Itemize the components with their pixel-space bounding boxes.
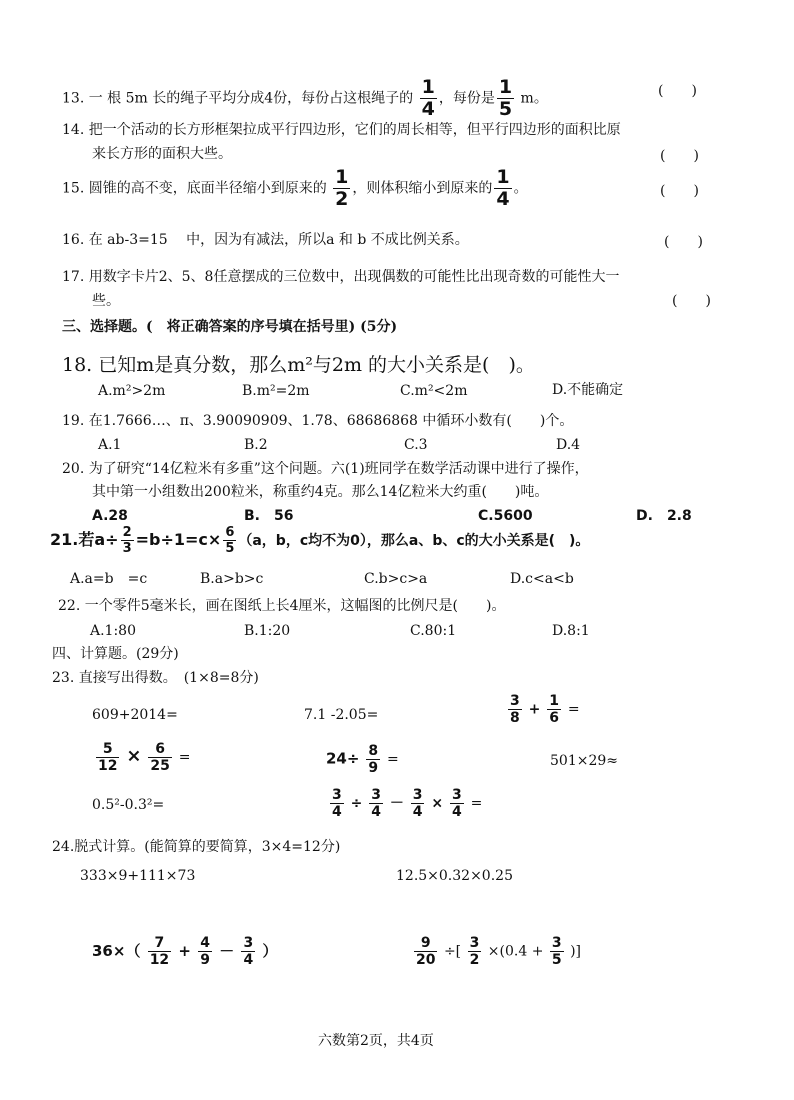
- fraction: $\frac{3}{4}$: [371, 787, 381, 820]
- question-24-title: 24.脱式计算。(能简算的要简算，3×4=12分): [52, 839, 341, 855]
- fraction: $\frac{7}{12}$: [149, 935, 170, 968]
- option-d[interactable]: D.c<a<b: [510, 571, 574, 587]
- fraction: $\frac{1}{4}$: [421, 76, 435, 120]
- fraction: $\frac{9}{20}$: [416, 935, 436, 968]
- question-text: 在 ab-3=15 中，因为有减法，所以a 和 b 不成比例关系。: [88, 232, 469, 248]
- question-text: 来长方形的面积大些。: [92, 146, 232, 162]
- expression: 333×9+111×73: [80, 868, 196, 884]
- option-d[interactable]: D.不能确定: [552, 382, 624, 398]
- expression: 0.5²-0.3²=: [92, 797, 165, 813]
- fraction: $\frac{1}{4}$: [496, 166, 510, 210]
- fraction: $\frac{3}{4}$: [332, 787, 342, 820]
- option-c[interactable]: C.b>c>a: [364, 571, 428, 587]
- fraction: $\frac{6}{25}$: [150, 741, 170, 774]
- question-15: [62, 168, 528, 209]
- answer-blank[interactable]: ( ): [658, 83, 697, 99]
- question-text: 21.若a÷: [50, 530, 119, 549]
- question-18: 18. 已知m是真分数，那么m²与2m 的大小关系是( )。: [62, 354, 535, 376]
- question-23-title: 23. 直接写出得数。 (1×8=8分): [52, 670, 259, 686]
- fraction: $\frac{1}{6}$: [549, 693, 559, 726]
- option-a[interactable]: A.28: [92, 508, 128, 524]
- question-16: [62, 231, 469, 249]
- question-text: 些。: [92, 293, 120, 309]
- question-text: 一 根 5m 长的绳子平均分成4份，每份占这根绳子的: [88, 90, 414, 107]
- question-text: 用数字卡片2、5、8任意摆成的三位数中，出现偶数的可能性比出现奇数的可能性大一: [88, 269, 620, 285]
- question-number: 17.: [62, 269, 85, 285]
- option-d[interactable]: D. 2.8: [636, 508, 692, 524]
- fraction: $\frac{3}{5}$: [551, 935, 562, 968]
- expression: 36×（ $\frac{7}{12}$ + $\frac{4}{9}$ － $\frac{3}{4}$ ）: [92, 935, 278, 968]
- fraction: $\frac{8}{9}$: [368, 743, 379, 776]
- question-text: ，则体积缩小到原来的: [352, 180, 493, 197]
- question-text: 其中第一小组数出200粒米，称重约4克。那么14亿粒米大约重( )吨。: [92, 484, 549, 500]
- expression: 7.1 -2.05=: [304, 707, 379, 723]
- option-c[interactable]: C.5600: [478, 508, 533, 524]
- question-text: ，每份是: [438, 90, 495, 107]
- question-number: 14.: [62, 122, 85, 138]
- question-20: [62, 460, 589, 478]
- section-heading: 四、计算题。(29分): [52, 646, 179, 662]
- answer-blank[interactable]: ( ): [664, 234, 703, 250]
- expression: 501×29≈: [550, 753, 618, 769]
- answer-blank[interactable]: ( ): [660, 148, 699, 164]
- option-a[interactable]: A.1: [98, 437, 122, 453]
- fraction: $\frac{4}{9}$: [200, 935, 210, 968]
- option-d[interactable]: D.4: [556, 437, 581, 453]
- expression: 24÷ $\frac{8}{9}$ =: [326, 743, 399, 776]
- option-a[interactable]: A.a=b =c: [70, 571, 148, 587]
- option-d[interactable]: D.8:1: [552, 623, 590, 639]
- question-text: 。: [513, 180, 528, 197]
- question-number: 19.: [62, 413, 85, 429]
- question-17: [62, 268, 619, 286]
- question-22: [58, 597, 505, 615]
- option-b[interactable]: B.a>b>c: [200, 571, 264, 587]
- option-c[interactable]: C.m²<2m: [400, 383, 468, 399]
- question-text: （a，b，c均不为0），那么a、b、c的大小关系是( )。: [238, 533, 590, 549]
- expression: $\frac{9}{20}$ ÷[ $\frac{3}{2}$ ×(0.4 + $\frac{3}{5}$ )]: [416, 935, 582, 968]
- question-number: 16.: [62, 232, 85, 248]
- expression: $\frac{5}{12}$ × $\frac{6}{25}$ =: [98, 741, 191, 774]
- expression: $\frac{3}{8}$ + $\frac{1}{6}$ =: [510, 693, 580, 726]
- option-b[interactable]: B.1:20: [244, 623, 291, 639]
- question-text: m。: [520, 90, 548, 107]
- question-13: [62, 78, 548, 119]
- fraction: $\frac{3}{4}$: [412, 787, 423, 820]
- question-14: [62, 121, 621, 139]
- fraction: $\frac{1}{2}$: [335, 166, 349, 210]
- fraction: $\frac{5}{12}$: [98, 741, 118, 774]
- expression: $\frac{3}{4}$ ÷ $\frac{3}{4}$ － $\frac{3}{4}$ × $\frac{3}{4}$ =: [332, 787, 483, 820]
- question-19: [62, 412, 573, 430]
- question-number: 13.: [62, 90, 85, 107]
- question-text: =b÷1=c×: [135, 530, 222, 549]
- expression: 12.5×0.32×0.25: [396, 868, 513, 884]
- page-footer: 六数第2页，共4页: [318, 1033, 434, 1049]
- fraction: $\frac{3}{2}$: [469, 935, 480, 968]
- section-heading: 三、选择题。( 将正确答案的序号填在括号里) (5分): [62, 319, 398, 335]
- option-a[interactable]: A.1:80: [90, 623, 136, 639]
- question-number: 20.: [62, 461, 85, 477]
- fraction: $\frac{3}{4}$: [451, 787, 462, 820]
- question-number: 15.: [62, 180, 85, 197]
- question-text: 为了研究“14亿粒米有多重”这个问题。六(1)班同学在数学活动课中进行了操作，: [88, 461, 589, 477]
- fraction: $\frac{3}{8}$: [510, 693, 520, 726]
- question-21: [50, 526, 589, 555]
- answer-blank[interactable]: ( ): [672, 293, 711, 309]
- option-b[interactable]: B.m²=2m: [242, 383, 310, 399]
- option-b[interactable]: B.2: [244, 437, 268, 453]
- question-text: 圆锥的高不变，底面半径缩小到原来的: [88, 180, 327, 197]
- option-c[interactable]: C.80:1: [410, 623, 457, 639]
- question-text: 一个零件5毫米长，画在图纸上长4厘米，这幅图的比例尺是( )。: [84, 598, 506, 614]
- question-text: 在1.7666…、π、3.90090909、1.78、68686868 中循环小数有( )个。: [88, 413, 574, 429]
- fraction: $\frac{1}{5}$: [498, 76, 513, 120]
- option-a[interactable]: A.m²>2m: [98, 383, 166, 399]
- expression: 609+2014=: [92, 707, 178, 723]
- answer-blank[interactable]: ( ): [660, 183, 699, 199]
- fraction: $\frac{3}{4}$: [243, 935, 254, 968]
- option-c[interactable]: C.3: [404, 437, 428, 453]
- question-number: 22.: [58, 598, 81, 614]
- fraction: $\frac{6}{5}$: [225, 525, 235, 556]
- fraction: $\frac{2}{3}$: [122, 525, 132, 556]
- question-text: 把一个活动的长方形框架拉成平行四边形，它们的周长相等，但平行四边形的面积比原: [88, 122, 621, 138]
- option-b[interactable]: B. 56: [244, 508, 294, 524]
